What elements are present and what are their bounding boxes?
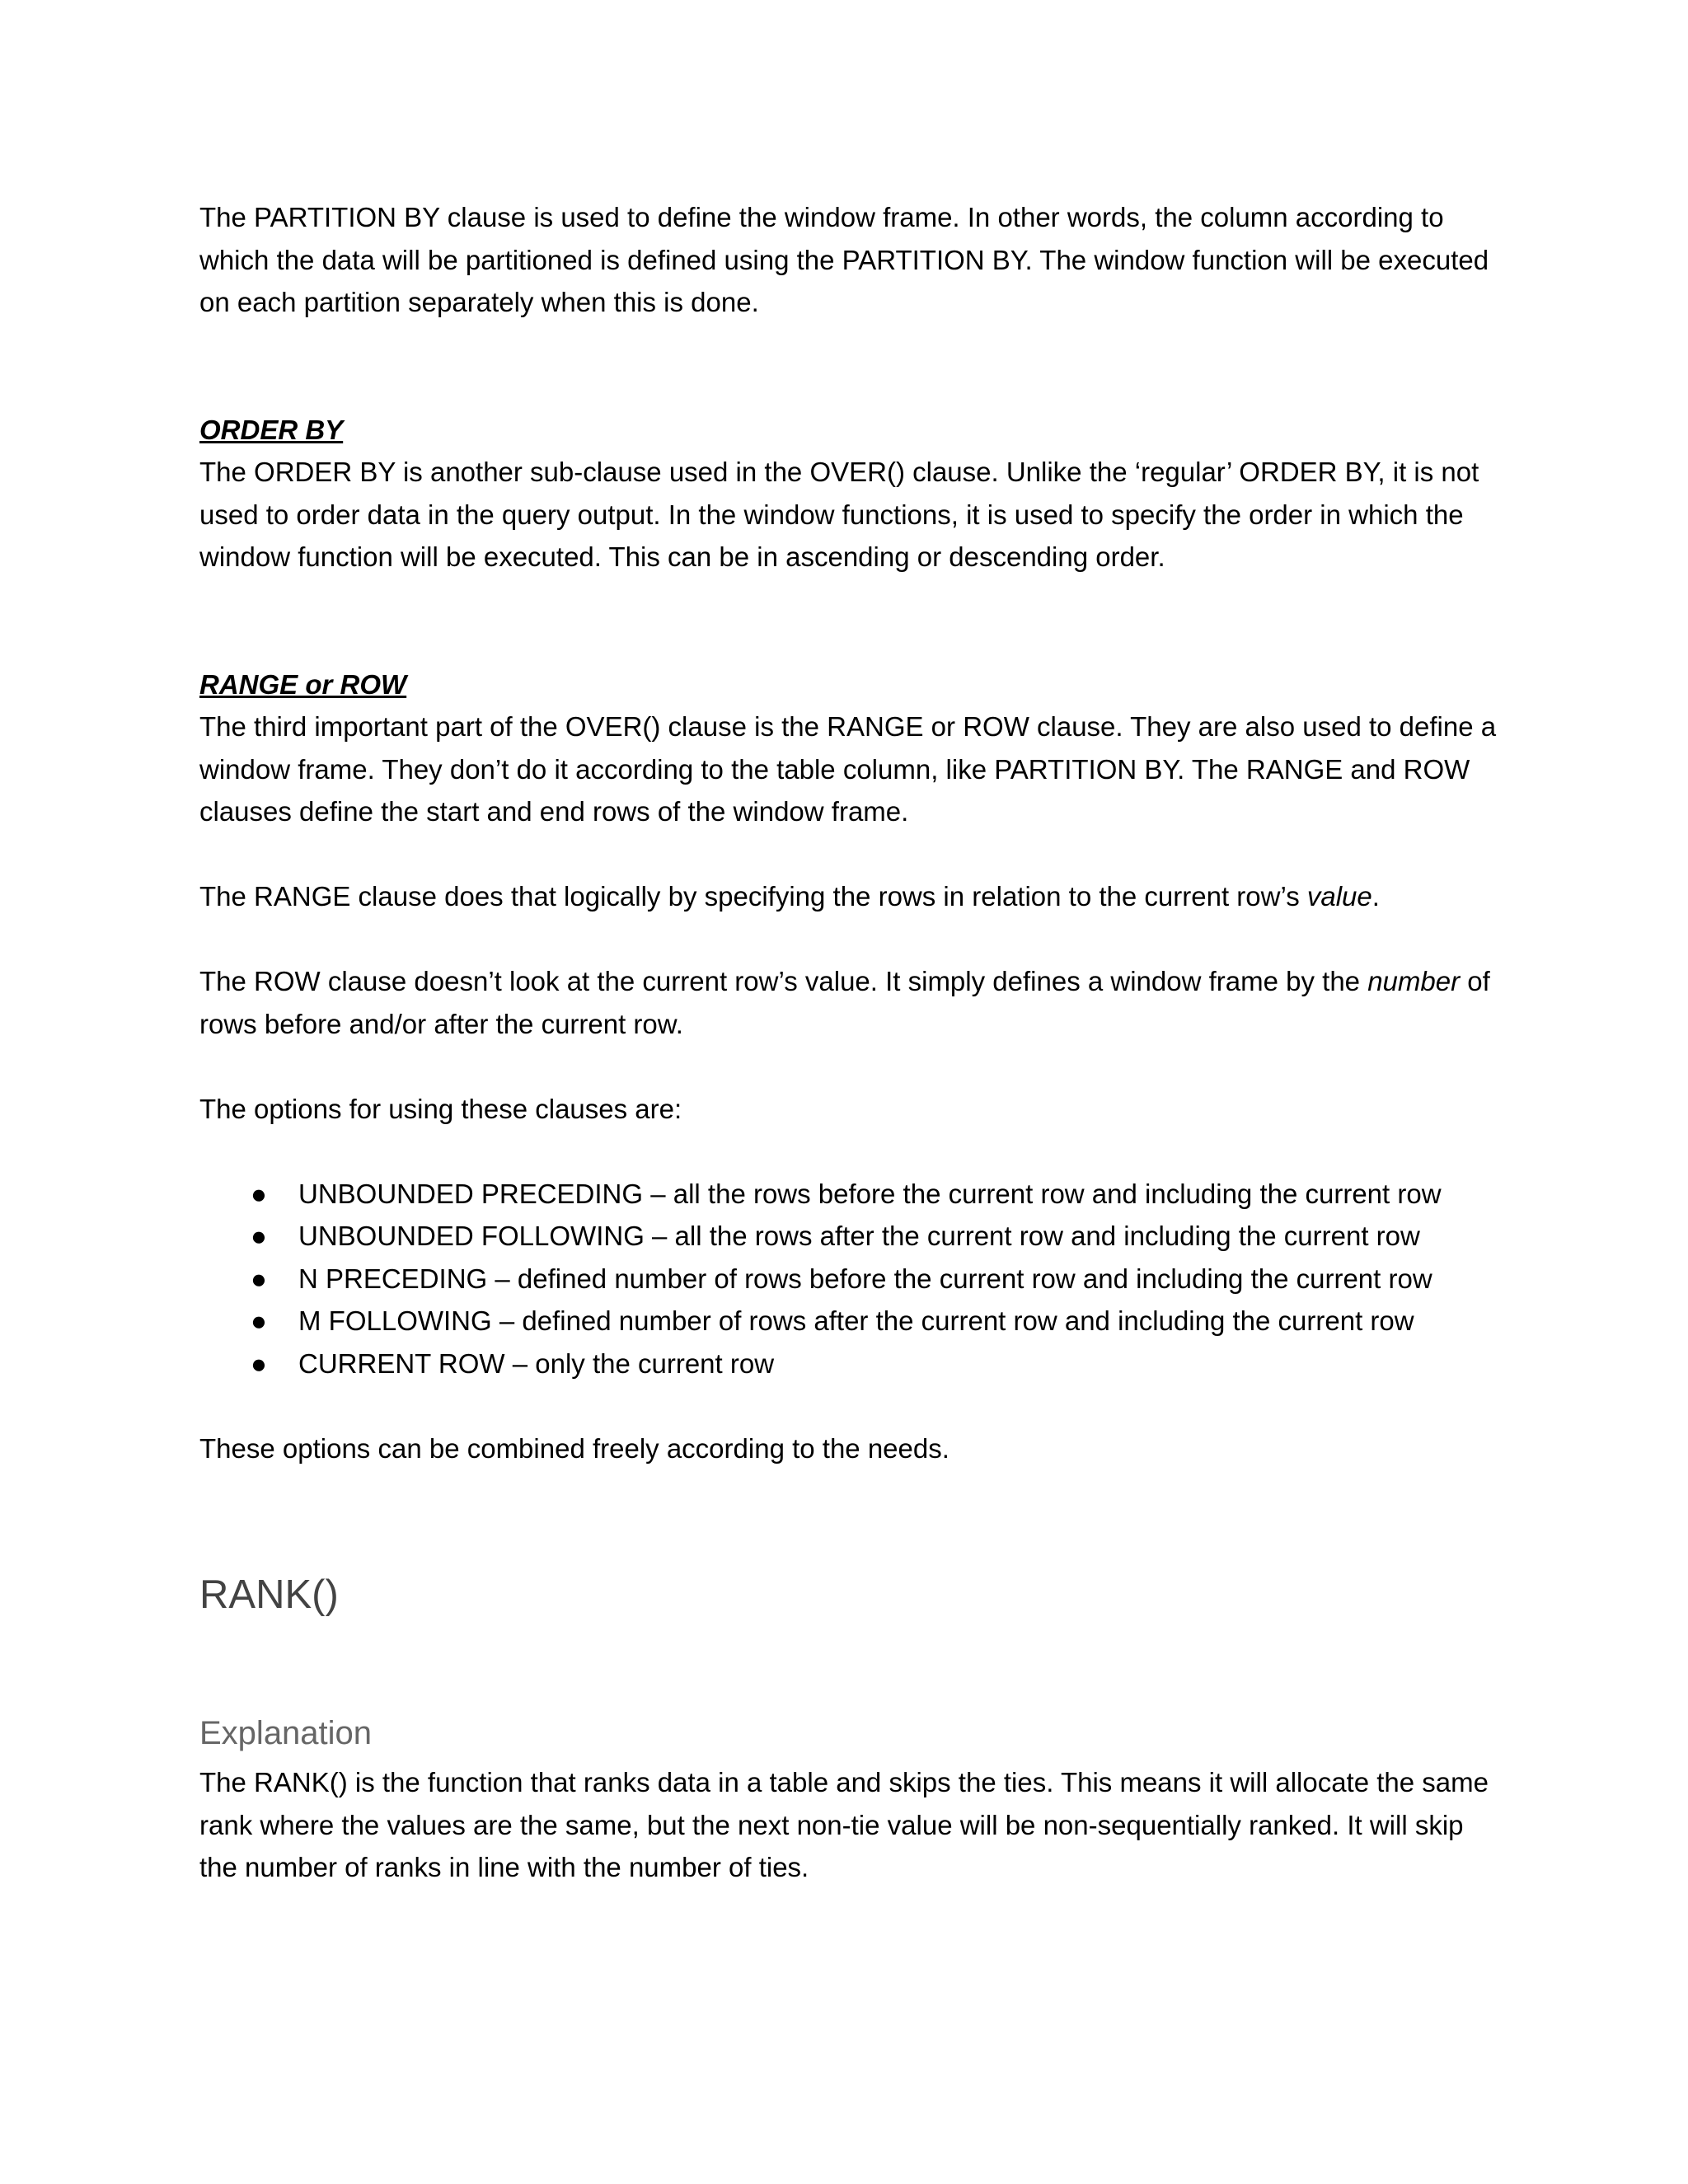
range-or-row-heading: RANGE or ROW: [199, 668, 407, 700]
row-clause-text: The ROW clause doesn’t look at the current row’s value. It simply defines a window frame by the: [199, 966, 1368, 996]
spacer: [199, 1469, 1502, 1570]
spacer: [199, 1385, 1502, 1427]
options-intro: The options for using these clauses are:: [199, 1093, 682, 1124]
bullet-icon: ●: [251, 1221, 267, 1251]
bullet-icon: ●: [251, 1347, 267, 1379]
list-item-text: CURRENT ROW – only the current row: [298, 1347, 775, 1379]
options-closing: These options can be combined freely according to the needs.: [199, 1432, 950, 1464]
spacer: [199, 579, 1502, 663]
row-clause-emphasis: number: [1367, 966, 1461, 996]
range-clause-paragraph: [199, 875, 1502, 918]
rank-paragraph: The RANK() is the function that ranks data in a table and skips the ties. This means it will allocate the same rank where the values are the same, but the next non-tie value will be non-sequentially ranked. It will skip the number of ranks in line with the number of ties.: [199, 1767, 1489, 1882]
row-clause-end: of rows before and/or after the current row.: [199, 966, 1490, 1039]
explanation-subtitle: Explanation: [199, 1715, 373, 1751]
range-or-row-paragraph: The third important part of the OVER() clause is the RANGE or ROW clause. They are also used to define a window frame. They don’t do it according to the table column, like PARTITION BY. The RANGE and ROW clauses define the start and end rows of the window frame.: [199, 711, 1497, 827]
spacer: [199, 1045, 1502, 1088]
bullet-icon: ●: [251, 1178, 267, 1209]
list-item-text: N PRECEDING – defined number of rows before the current row and including the current row: [298, 1263, 1432, 1294]
spacer: [199, 918, 1502, 961]
list-item: [199, 1173, 1502, 1216]
range-clause-text: The RANGE clause does that logically by specifying the rows in relation to the current row’s: [199, 881, 1307, 912]
bullet-icon: ●: [251, 1305, 267, 1336]
list-item-text: UNBOUNDED PRECEDING – all the rows before the current row and including the current row: [298, 1178, 1442, 1209]
spacer: [199, 1755, 1502, 1761]
order-by-heading: ORDER BY: [199, 414, 344, 445]
partition-by-paragraph: The PARTITION BY clause is used to define the window frame. In other words, the column according to which the data will be partitioned is defined using the PARTITION BY. The window function will be executed on each partition separately when this is done.: [199, 202, 1489, 317]
bullet-icon: ●: [251, 1263, 267, 1294]
range-clause-end: .: [1372, 881, 1380, 912]
spacer: [199, 1130, 1502, 1173]
list-item: [199, 1215, 1502, 1258]
spacer: [199, 324, 1502, 409]
spacer: [199, 1619, 1502, 1712]
list-item-text: UNBOUNDED FOLLOWING – all the rows after the current row and including the current row: [298, 1221, 1420, 1251]
spacer: [199, 833, 1502, 876]
list-item: [199, 1343, 1502, 1385]
list-item: [199, 1300, 1502, 1343]
order-by-paragraph: The ORDER BY is another sub-clause used in the OVER() clause. Unlike the ‘regular’ ORDER BY, it is not used to order data in the query output. In the window functions, it is used to specify the order in which the window function will be executed. This can be in ascending or descending order.: [199, 457, 1479, 572]
options-list: [199, 1173, 1502, 1385]
list-item: [199, 1258, 1502, 1301]
document-page: [199, 196, 1502, 1889]
row-clause-paragraph: [199, 960, 1502, 1045]
rank-title: RANK(): [199, 1572, 339, 1617]
list-item-text: M FOLLOWING – defined number of rows after the current row and including the current row: [298, 1305, 1414, 1336]
range-clause-emphasis: value: [1306, 881, 1372, 912]
